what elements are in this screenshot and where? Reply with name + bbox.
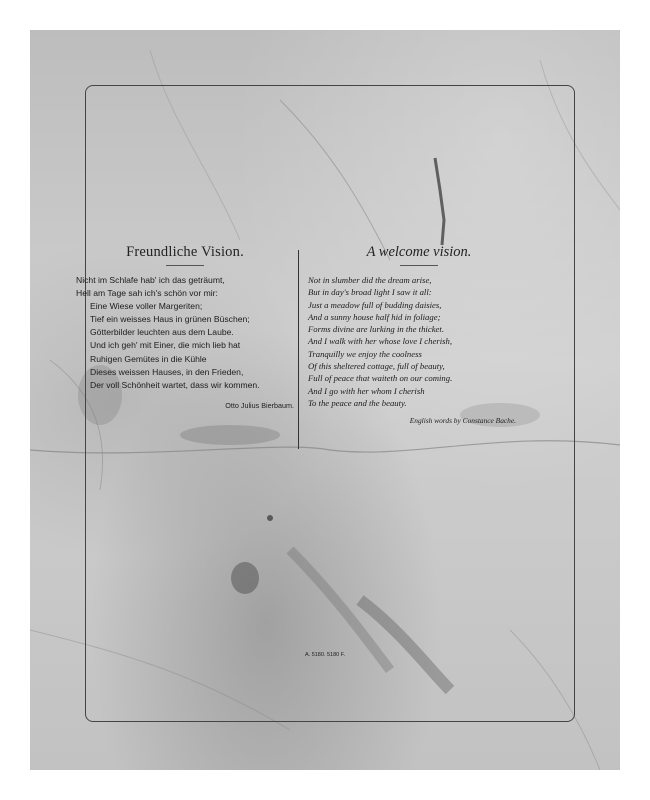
german-poem — [76, 244, 294, 410]
poem-line: Eine Wiese voller Margeriten; — [90, 301, 203, 312]
poem-line: Hell am Tage sah ich's schön vor mir: — [76, 288, 218, 299]
poem-line: But in day's broad light I saw it all: — [308, 287, 432, 298]
title-rule — [166, 265, 204, 266]
english-poem-title: A welcome vision. — [366, 244, 472, 260]
poem-line: Tief ein weisses Haus in grünen Büschen; — [90, 314, 250, 325]
poem-line: Of this sheltered cottage, full of beauty, — [308, 361, 445, 372]
plate-number: A. 5180. 5180 F. — [304, 652, 346, 658]
poem-line: Just a meadow full of budding daisies, — [308, 299, 442, 310]
poem-line: And a sunny house half hid in foliage; — [308, 311, 441, 322]
poem-line: Forms divine are lurking in the thicket. — [308, 324, 444, 335]
poem-line: Dieses weissen Hauses, in den Frieden, — [90, 366, 244, 377]
english-poem — [308, 244, 530, 425]
german-poem-lines — [76, 274, 294, 392]
poem-line: Nicht im Schlafe hab' ich das geträumt, — [76, 275, 225, 285]
english-poem-lines — [308, 274, 530, 409]
column-divider — [298, 250, 299, 449]
poem-line: Der voll Schönheit wartet, dass wir kommen. — [90, 379, 260, 390]
poem-line: Full of peace that waiteth on our coming. — [308, 373, 453, 384]
poem-line: Und ich geh' mit Einer, die mich lieb hat — [90, 340, 241, 351]
poem-line: Ruhigen Gemütes in die Kühle — [90, 353, 207, 364]
poem-author: Otto Julius Bierbaum. — [225, 400, 294, 410]
poem-translator: English words by Constance Bache. — [409, 416, 516, 426]
poem-line: To the peace and the beauty. — [308, 397, 407, 408]
poem-line: Tranquilly we enjoy the coolness — [308, 348, 422, 359]
poem-line: Not in slumber did the dream arise, — [308, 275, 432, 285]
title-rule — [400, 265, 438, 266]
german-poem-title: Freundliche Vision. — [126, 244, 244, 260]
poem-line: And I go with her whom I cherish — [308, 385, 425, 396]
poem-line: And I walk with her whose love I cherish, — [308, 336, 453, 347]
poem-line: Götterbilder leuchten aus dem Laube. — [90, 327, 234, 338]
